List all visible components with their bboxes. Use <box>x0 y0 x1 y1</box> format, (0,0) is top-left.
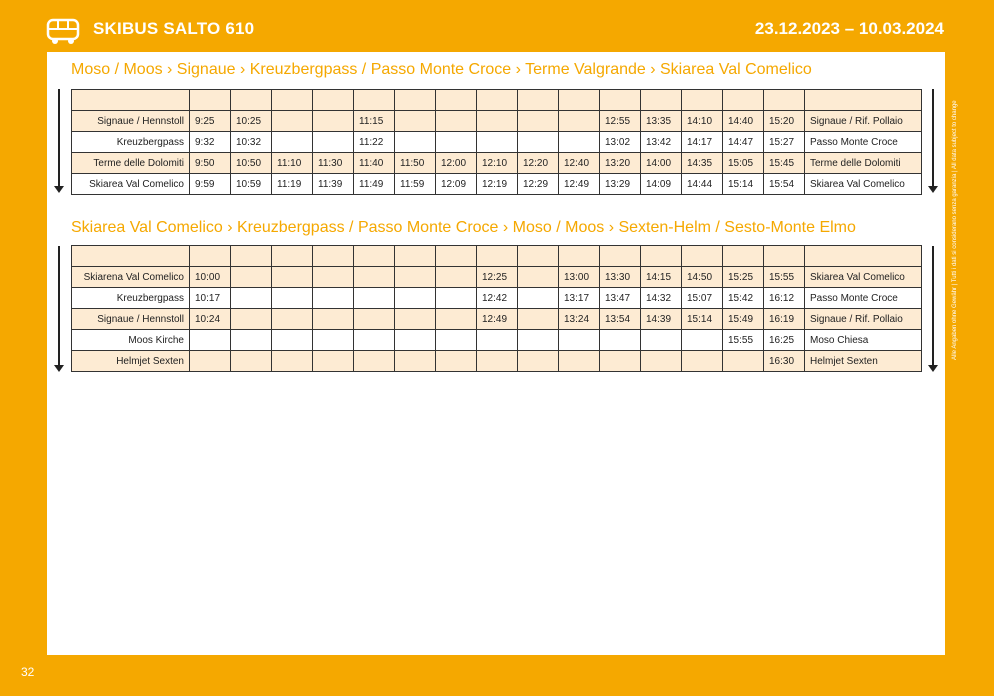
departure-time <box>600 351 641 372</box>
departure-time: 13:47 <box>600 288 641 309</box>
departure-time: 12:09 <box>436 174 477 195</box>
departure-time <box>518 111 559 132</box>
departure-time <box>354 330 395 351</box>
header-cell <box>518 90 559 111</box>
departure-time: 9:50 <box>190 153 231 174</box>
departure-time: 10:25 <box>231 111 272 132</box>
header-cell <box>272 90 313 111</box>
departure-time <box>436 351 477 372</box>
route2-timetable <box>71 245 922 372</box>
direction-arrow-left-1 <box>58 89 60 187</box>
header-cell <box>682 90 723 111</box>
header-cell <box>600 90 641 111</box>
departure-time <box>272 351 313 372</box>
departure-time <box>436 309 477 330</box>
departure-time: 14:40 <box>723 111 764 132</box>
departure-time: 14:17 <box>682 132 723 153</box>
stop-name-italian: Terme delle Dolomiti <box>805 153 922 174</box>
departure-time: 13:29 <box>600 174 641 195</box>
table-row <box>72 309 922 330</box>
departure-time <box>395 309 436 330</box>
table-row <box>72 351 922 372</box>
header-cell <box>723 90 764 111</box>
departure-time <box>313 309 354 330</box>
departure-time: 9:59 <box>190 174 231 195</box>
departure-time <box>272 330 313 351</box>
table-row <box>72 288 922 309</box>
departure-time: 14:39 <box>641 309 682 330</box>
header-cell <box>559 246 600 267</box>
departure-time <box>272 309 313 330</box>
departure-time <box>272 111 313 132</box>
stop-name: Skiarena Val Comelico <box>72 267 190 288</box>
departure-time <box>641 351 682 372</box>
departure-time <box>559 351 600 372</box>
stop-name: Moos Kirche <box>72 330 190 351</box>
departure-time <box>518 288 559 309</box>
table-row <box>72 330 922 351</box>
stop-name-italian: Moso Chiesa <box>805 330 922 351</box>
header-cell <box>231 90 272 111</box>
departure-time <box>518 351 559 372</box>
departure-time: 14:15 <box>641 267 682 288</box>
header-cell <box>354 246 395 267</box>
departure-time: 10:00 <box>190 267 231 288</box>
departure-time: 10:50 <box>231 153 272 174</box>
stop-name-italian: Skiarea Val Comelico <box>805 174 922 195</box>
page-number: 32 <box>21 665 35 679</box>
departure-time: 15:14 <box>723 174 764 195</box>
stop-name: Kreuzbergpass <box>72 288 190 309</box>
departure-time <box>436 267 477 288</box>
departure-time: 15:54 <box>764 174 805 195</box>
header-cell <box>395 246 436 267</box>
departure-time: 11:15 <box>354 111 395 132</box>
departure-time: 14:50 <box>682 267 723 288</box>
departure-time: 13:54 <box>600 309 641 330</box>
timetable-panel <box>47 52 945 655</box>
departure-time: 15:27 <box>764 132 805 153</box>
header-cell <box>190 90 231 111</box>
header-cell <box>600 246 641 267</box>
departure-time: 11:19 <box>272 174 313 195</box>
departure-time: 15:14 <box>682 309 723 330</box>
departure-time: 13:42 <box>641 132 682 153</box>
departure-time <box>313 132 354 153</box>
route1-timetable <box>71 89 922 195</box>
header-cell <box>477 246 518 267</box>
departure-time <box>600 330 641 351</box>
header-cell <box>436 246 477 267</box>
stop-name: Terme delle Dolomiti <box>72 153 190 174</box>
departure-time: 11:30 <box>313 153 354 174</box>
departure-time: 10:32 <box>231 132 272 153</box>
disclaimer-note: Alle Angaben ohne Gewähr | Tutti i dati si considerano senza garanzia | All data subject to change <box>952 100 958 360</box>
header-cell <box>559 90 600 111</box>
validity-dates: 23.12.2023 – 10.03.2024 <box>754 19 944 38</box>
departure-time: 16:25 <box>764 330 805 351</box>
stop-name: Signaue / Hennstoll <box>72 309 190 330</box>
departure-time: 12:10 <box>477 153 518 174</box>
departure-time: 14:44 <box>682 174 723 195</box>
departure-time: 12:29 <box>518 174 559 195</box>
header-cell <box>641 90 682 111</box>
table-row <box>72 132 922 153</box>
departure-time: 15:55 <box>764 267 805 288</box>
departure-time: 12:42 <box>477 288 518 309</box>
departure-time: 15:42 <box>723 288 764 309</box>
departure-time: 11:39 <box>313 174 354 195</box>
departure-time <box>313 330 354 351</box>
departure-time <box>518 309 559 330</box>
departure-time: 14:32 <box>641 288 682 309</box>
departure-time <box>477 351 518 372</box>
departure-time: 14:47 <box>723 132 764 153</box>
departure-time <box>723 351 764 372</box>
page-title: SKIBUS SALTO 610 <box>93 19 255 38</box>
departure-time <box>313 111 354 132</box>
departure-time <box>436 111 477 132</box>
header-cell <box>723 246 764 267</box>
departure-time <box>231 267 272 288</box>
departure-time <box>354 288 395 309</box>
departure-time <box>354 309 395 330</box>
departure-time: 11:50 <box>395 153 436 174</box>
departure-time <box>518 330 559 351</box>
departure-time: 13:02 <box>600 132 641 153</box>
departure-time <box>313 351 354 372</box>
departure-time <box>477 330 518 351</box>
departure-time: 12:55 <box>600 111 641 132</box>
departure-time <box>518 132 559 153</box>
departure-time <box>477 132 518 153</box>
table-row <box>72 267 922 288</box>
departure-time <box>313 288 354 309</box>
departure-time <box>272 288 313 309</box>
departure-time <box>395 111 436 132</box>
departure-time: 12:49 <box>559 174 600 195</box>
departure-time: 15:05 <box>723 153 764 174</box>
table-row <box>72 153 922 174</box>
departure-time: 13:00 <box>559 267 600 288</box>
departure-time: 13:17 <box>559 288 600 309</box>
departure-time: 12:49 <box>477 309 518 330</box>
departure-time <box>436 330 477 351</box>
stop-name-italian: Helmjet Sexten <box>805 351 922 372</box>
departure-time: 13:35 <box>641 111 682 132</box>
stop-name-italian: Signaue / Rif. Pollaio <box>805 309 922 330</box>
departure-time: 11:10 <box>272 153 313 174</box>
departure-time: 12:25 <box>477 267 518 288</box>
departure-time <box>190 330 231 351</box>
departure-time <box>395 288 436 309</box>
departure-time <box>559 330 600 351</box>
header-cell <box>272 246 313 267</box>
departure-time <box>641 330 682 351</box>
departure-time: 15:45 <box>764 153 805 174</box>
departure-time <box>313 267 354 288</box>
departure-time: 11:59 <box>395 174 436 195</box>
stop-name: Kreuzbergpass <box>72 132 190 153</box>
stop-name-italian: Passo Monte Croce <box>805 132 922 153</box>
departure-time: 12:00 <box>436 153 477 174</box>
departure-time <box>559 132 600 153</box>
route1-title: Moso / Moos › Signaue › Kreuzbergpass / Passo Monte Croce › Terme Valgrande › Skiarea Val Comelico <box>71 61 812 78</box>
departure-time <box>559 111 600 132</box>
departure-time: 15:20 <box>764 111 805 132</box>
departure-time: 11:22 <box>354 132 395 153</box>
header-cell <box>518 246 559 267</box>
header-cell <box>313 246 354 267</box>
departure-time <box>436 288 477 309</box>
header-cell <box>354 90 395 111</box>
departure-time <box>231 330 272 351</box>
departure-time: 14:00 <box>641 153 682 174</box>
departure-time <box>682 330 723 351</box>
departure-time: 12:19 <box>477 174 518 195</box>
header-cell <box>805 246 922 267</box>
departure-time <box>231 351 272 372</box>
route2-title: Skiarea Val Comelico › Kreuzbergpass / Passo Monte Croce › Moso / Moos › Sexten-Helm / Sesto-Monte Elmo <box>71 219 856 236</box>
header-cell <box>682 246 723 267</box>
bus-icon <box>46 17 80 45</box>
departure-time: 14:35 <box>682 153 723 174</box>
table-header-row <box>72 90 922 111</box>
departure-time: 10:17 <box>190 288 231 309</box>
departure-time: 10:24 <box>190 309 231 330</box>
header-cell <box>477 90 518 111</box>
departure-time <box>436 132 477 153</box>
departure-time: 9:25 <box>190 111 231 132</box>
departure-time: 16:30 <box>764 351 805 372</box>
header-cell <box>313 90 354 111</box>
departure-time <box>395 267 436 288</box>
departure-time <box>395 351 436 372</box>
departure-time: 14:09 <box>641 174 682 195</box>
header-cell <box>190 246 231 267</box>
departure-time: 15:25 <box>723 267 764 288</box>
stop-name: Signaue / Hennstoll <box>72 111 190 132</box>
header-cell <box>641 246 682 267</box>
direction-arrow-right-1 <box>932 89 934 187</box>
departure-time: 12:40 <box>559 153 600 174</box>
departure-time: 11:40 <box>354 153 395 174</box>
departure-time: 10:59 <box>231 174 272 195</box>
direction-arrow-right-2 <box>932 246 934 366</box>
header-cell <box>72 246 190 267</box>
departure-time <box>272 267 313 288</box>
departure-time <box>682 351 723 372</box>
departure-time <box>354 267 395 288</box>
departure-time: 12:20 <box>518 153 559 174</box>
departure-time: 14:10 <box>682 111 723 132</box>
departure-time: 16:19 <box>764 309 805 330</box>
departure-time: 16:12 <box>764 288 805 309</box>
departure-time: 15:07 <box>682 288 723 309</box>
table-header-row <box>72 246 922 267</box>
header-cell <box>436 90 477 111</box>
departure-time: 9:32 <box>190 132 231 153</box>
departure-time <box>190 351 231 372</box>
departure-time: 15:49 <box>723 309 764 330</box>
departure-time <box>231 288 272 309</box>
stop-name-italian: Skiarea Val Comelico <box>805 267 922 288</box>
departure-time: 13:20 <box>600 153 641 174</box>
direction-arrow-left-2 <box>58 246 60 366</box>
departure-time <box>518 267 559 288</box>
departure-time <box>395 330 436 351</box>
departure-time: 13:24 <box>559 309 600 330</box>
table-row <box>72 111 922 132</box>
header-cell <box>395 90 436 111</box>
departure-time: 13:30 <box>600 267 641 288</box>
header-cell <box>805 90 922 111</box>
header-cell <box>72 90 190 111</box>
header-cell <box>764 90 805 111</box>
header-cell <box>764 246 805 267</box>
departure-time <box>477 111 518 132</box>
page-header <box>0 0 994 52</box>
departure-time <box>395 132 436 153</box>
departure-time: 15:55 <box>723 330 764 351</box>
stop-name: Helmjet Sexten <box>72 351 190 372</box>
departure-time <box>231 309 272 330</box>
stop-name-italian: Signaue / Rif. Pollaio <box>805 111 922 132</box>
stop-name-italian: Passo Monte Croce <box>805 288 922 309</box>
header-cell <box>231 246 272 267</box>
departure-time <box>272 132 313 153</box>
departure-time: 11:49 <box>354 174 395 195</box>
table-row <box>72 174 922 195</box>
departure-time <box>354 351 395 372</box>
stop-name: Skiarea Val Comelico <box>72 174 190 195</box>
